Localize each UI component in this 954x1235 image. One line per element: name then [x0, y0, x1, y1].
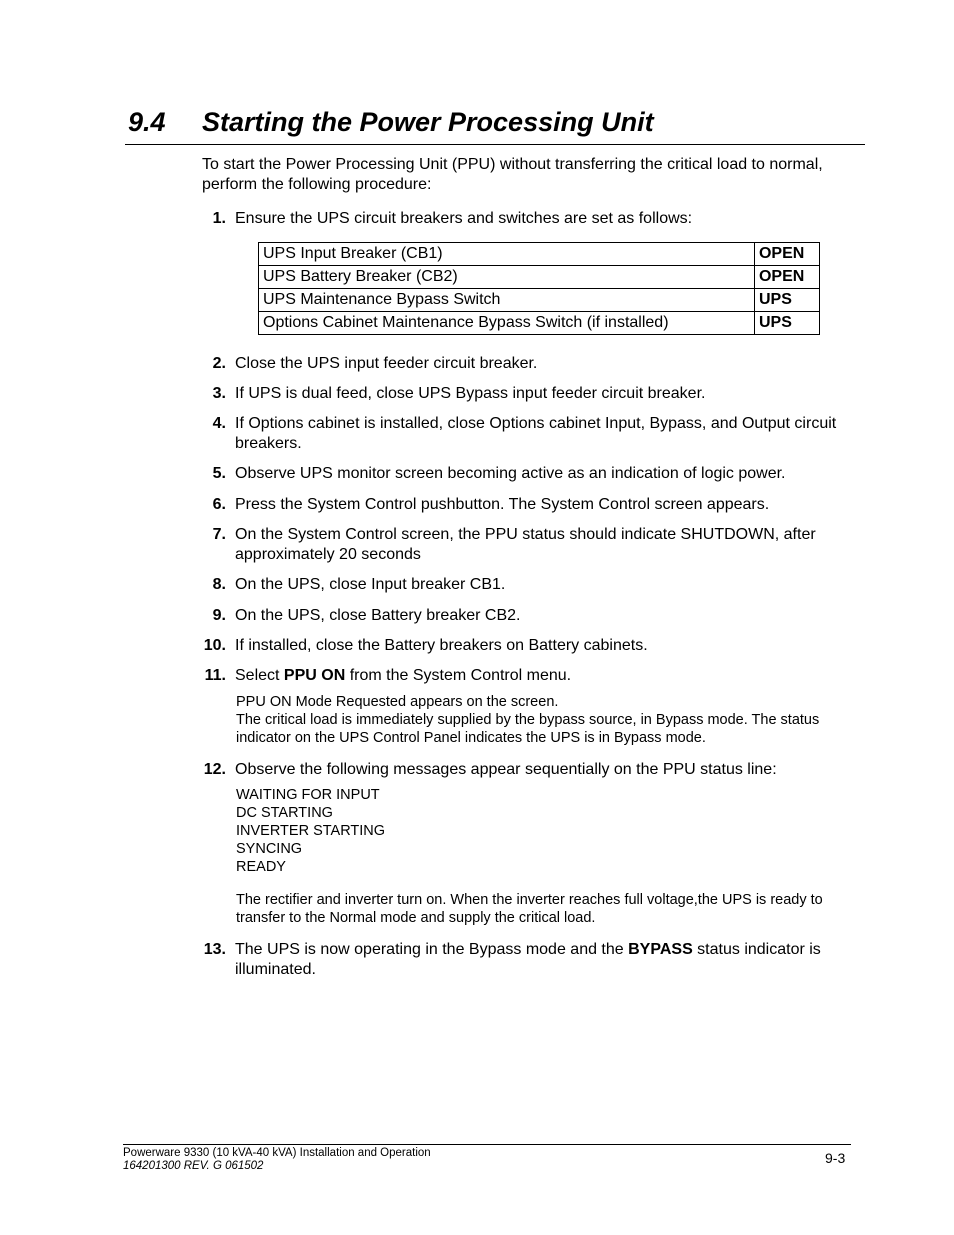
step-number: 5.	[212, 465, 226, 482]
step-text: On the UPS, close Input breaker CB1.	[235, 576, 506, 593]
status-message: INVERTER STARTING	[236, 823, 386, 839]
step-number: 12.	[203, 761, 226, 778]
table-row	[259, 312, 820, 335]
note-line: PPU ON Mode Requested appears on the screen.	[236, 694, 559, 710]
step-12-note: The rectifier and inverter turn on. When the inverter reaches full voltage,the UPS is ready to transfer to the Normal mode and supply the critical load.	[236, 892, 823, 926]
step-text: Press the System Control pushbutton. The System Control screen appears.	[235, 496, 770, 513]
step-number: 3.	[212, 385, 226, 402]
step-number: 4.	[212, 415, 226, 432]
status-message: WAITING FOR INPUT	[236, 787, 380, 803]
step-text-pre: The UPS is now operating in the Bypass mode and the	[235, 941, 629, 958]
bypass-indicator-label: BYPASS	[628, 941, 693, 958]
table-cell-setting: UPS	[754, 312, 819, 335]
table-cell-setting: OPEN	[754, 243, 819, 266]
intro-paragraph: To start the Power Processing Unit (PPU) without transferring the critical load to normal, perform the following procedure:	[202, 156, 823, 193]
table-row	[259, 243, 820, 266]
step-text: Observe the following messages appear sequentially on the PPU status line:	[235, 761, 777, 778]
step-number: 6.	[212, 496, 226, 513]
table-row	[259, 266, 820, 289]
step-text: If UPS is dual feed, close UPS Bypass input feeder circuit breaker.	[235, 385, 706, 402]
step-text-post: from the System Control menu.	[345, 667, 572, 684]
section-heading	[125, 106, 865, 145]
step-number: 2.	[212, 355, 226, 372]
step-text: Ensure the UPS circuit breakers and switches are set as follows:	[235, 210, 693, 227]
table-cell-item: Options Cabinet Maintenance Bypass Switch (if installed)	[259, 312, 755, 335]
step-number: 7.	[212, 526, 226, 543]
step-number: 11.	[204, 667, 226, 684]
menu-option-ppu-on: PPU ON	[283, 667, 346, 684]
status-message: SYNCING	[236, 841, 303, 857]
breaker-settings-table	[258, 242, 820, 335]
table-cell-item: UPS Maintenance Bypass Switch	[259, 289, 755, 312]
status-message-list	[236, 786, 385, 876]
step-text: If installed, close the Battery breakers on Battery cabinets.	[235, 637, 648, 654]
footer-manual-title: Powerware 9330 (10 kVA-40 kVA) Installation and Operation	[123, 1147, 431, 1159]
step-text: Observe UPS monitor screen becoming active as an indication of logic power.	[235, 465, 786, 482]
table-row	[259, 289, 820, 312]
step-number: 8.	[212, 576, 226, 593]
step-text: On the System Control screen, the PPU status should indicate SHUTDOWN, after approximately 20 seconds	[235, 526, 816, 563]
footer-rule	[123, 1144, 851, 1145]
step-number: 13.	[203, 941, 226, 958]
step-text: On the UPS, close Battery breaker CB2.	[235, 607, 521, 624]
table-cell-item: UPS Input Breaker (CB1)	[259, 243, 755, 266]
step-text	[235, 940, 847, 980]
step-text: Close the UPS input feeder circuit breaker.	[235, 355, 538, 372]
status-message: READY	[236, 859, 286, 875]
step-text	[235, 666, 847, 686]
step-text-pre: Select	[235, 667, 284, 684]
step-number: 10.	[203, 637, 226, 654]
status-message: DC STARTING	[236, 805, 333, 821]
section-title: Starting the Power Processing Unit	[202, 107, 654, 137]
footer-revision: 164201300 REV. G 061502	[123, 1160, 264, 1172]
step-text: If Options cabinet is installed, close Options cabinet Input, Bypass, and Output circuit breakers.	[235, 415, 837, 452]
section-number: 9.4	[128, 107, 166, 137]
table-cell-setting: OPEN	[754, 266, 819, 289]
page-number: 9-3	[825, 1150, 846, 1166]
table-cell-setting: UPS	[754, 289, 819, 312]
step-number: 1.	[212, 210, 226, 227]
table-cell-item: UPS Battery Breaker (CB2)	[259, 266, 755, 289]
step-11-note	[236, 693, 846, 747]
step-text-post: status indicator is illuminated.	[235, 941, 821, 978]
step-number: 9.	[212, 607, 226, 624]
note-line: The critical load is immediately supplied by the bypass source, in Bypass mode. The status indicator on the UPS Control Panel indicates the UPS is in Bypass mode.	[236, 712, 820, 746]
